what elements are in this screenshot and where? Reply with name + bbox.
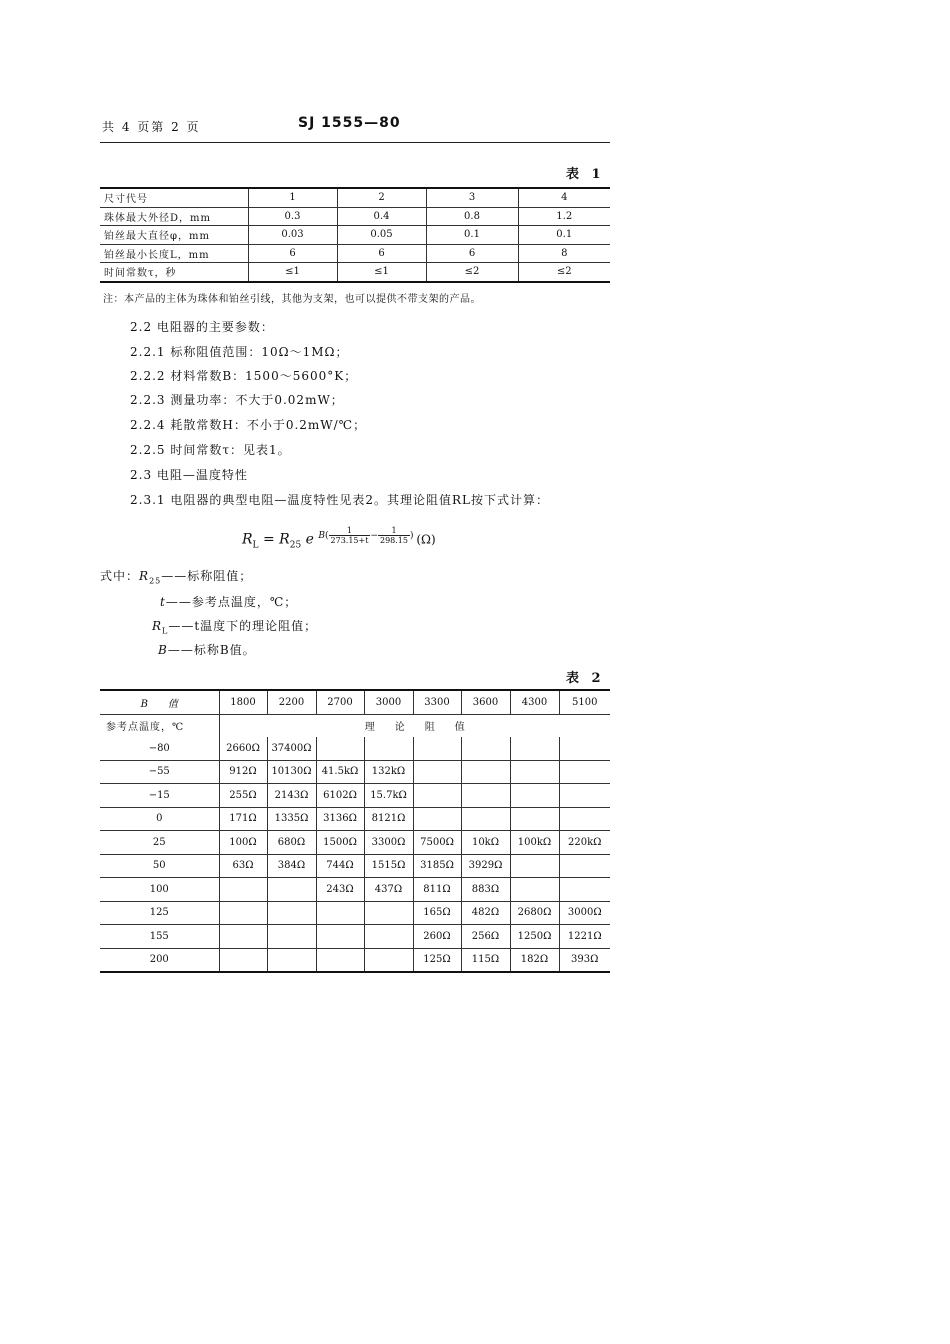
resistance-cell (267, 901, 316, 925)
table-cell: 3 (426, 188, 518, 207)
resistance-cell (219, 948, 267, 972)
table2-caption: 表 2 (566, 671, 605, 686)
table-row (100, 226, 610, 245)
standard-number: SJ 1555—80 (298, 115, 401, 131)
resistance-formula: $R_L = R_{25}$ e $^{B( \frac{1}{273.15+t} - \frac{1}{298.15} )}$ (Ω) (242, 526, 436, 551)
table-row (100, 901, 610, 925)
table-cell: 6 (248, 244, 337, 263)
resistance-cell: 3185Ω (413, 854, 461, 878)
resistance-cell: 10kΩ (461, 831, 510, 855)
table-row (100, 760, 610, 784)
table-cell: 3000 (364, 690, 413, 714)
resistance-cell (316, 737, 364, 760)
formula-b-exp: B (318, 531, 325, 541)
resistance-cell: 100kΩ (510, 831, 559, 855)
formula-e: e (305, 531, 314, 548)
resistance-cell (219, 901, 267, 925)
resistance-cell (559, 807, 610, 831)
resistance-cell: 100Ω (219, 831, 267, 855)
table-cell: ≤2 (426, 263, 518, 282)
legend-b-line (158, 641, 256, 658)
table-cell: ≤1 (248, 263, 337, 282)
resistance-cell: 912Ω (219, 760, 267, 784)
resistance-cell: 7500Ω (413, 831, 461, 855)
resistance-cell: 171Ω (219, 807, 267, 831)
table-cell: 0.3 (248, 207, 337, 226)
temperature-cell: −55 (100, 760, 219, 784)
formula-frac1: $\frac{1}{273.15+t}$ (330, 526, 369, 545)
table-row (100, 784, 610, 808)
legend-intro-line (100, 567, 252, 585)
resistance-cell: 8121Ω (364, 807, 413, 831)
resistance-cell (219, 925, 267, 949)
resistance-cell (510, 878, 559, 902)
resistance-cell (316, 948, 364, 972)
resistance-cell: 260Ω (413, 925, 461, 949)
formula-lhs-sub: L (252, 540, 259, 551)
legend-t-text: ——参考点温度，℃； (165, 595, 298, 609)
table-cell: 0.05 (337, 226, 426, 245)
section-2-3: 2.3 电阻—温度特性 (130, 468, 248, 482)
resistance-cell (413, 737, 461, 760)
table-row (100, 807, 610, 831)
section-2-2-1: 2.2.1 标称阻值范围：10Ω～1MΩ； (130, 345, 349, 359)
resistance-cell: 3300Ω (364, 831, 413, 855)
resistance-cell (267, 948, 316, 972)
legend-r25-sub: 25 (149, 576, 162, 586)
resistance-cell (364, 901, 413, 925)
resistance-cell: 3929Ω (461, 854, 510, 878)
temperature-cell: 155 (100, 925, 219, 949)
temperature-cell: 125 (100, 901, 219, 925)
table1 (100, 187, 610, 283)
resistance-cell (267, 925, 316, 949)
resistance-cell: 883Ω (461, 878, 510, 902)
section-2-3-1: 2.3.1 电阻器的典型电阻—温度特性见表2。其理论阻值RL按下式计算： (130, 493, 549, 507)
resistance-cell (559, 854, 610, 878)
temperature-cell: 0 (100, 807, 219, 831)
table-cell: 8 (518, 244, 610, 263)
resistance-cell: 384Ω (267, 854, 316, 878)
resistance-cell (510, 784, 559, 808)
table-cell: 3300 (413, 690, 461, 714)
formula-unit: (Ω) (416, 532, 436, 547)
resistance-cell: 1500Ω (316, 831, 364, 855)
resistance-cell: 1335Ω (267, 807, 316, 831)
formula-minus: − (370, 531, 378, 541)
resistance-cell (461, 807, 510, 831)
table-cell: 6 (426, 244, 518, 263)
resistance-cell: 15.7kΩ (364, 784, 413, 808)
legend-t-line (160, 593, 297, 610)
temperature-cell: 50 (100, 854, 219, 878)
table2 (100, 689, 610, 973)
resistance-cell (413, 784, 461, 808)
resistance-cell (559, 760, 610, 784)
table-cell: 2700 (316, 690, 364, 714)
legend-rl-symbol: R (152, 619, 163, 633)
resistance-cell: 243Ω (316, 878, 364, 902)
resistance-cell (364, 925, 413, 949)
resistance-cell (510, 854, 559, 878)
resistance-cell (364, 948, 413, 972)
table-cell: 5100 (559, 690, 610, 714)
table-row (100, 878, 610, 902)
table-cell: 2 (337, 188, 426, 207)
section-2-2-4: 2.2.4 耗散常数H：不小于0.2mW/℃； (130, 418, 367, 432)
formula-frac2: $\frac{1}{298.15}$ (379, 526, 408, 545)
resistance-cell: 3136Ω (316, 807, 364, 831)
table-cell: 1 (248, 188, 337, 207)
formula-lhs: R (242, 531, 253, 548)
resistance-cell: 1515Ω (364, 854, 413, 878)
resistance-cell: 256Ω (461, 925, 510, 949)
table1-note: 注：本产品的主体为珠体和铂丝引线，其他为支架，也可以提供不带支架的产品。 (103, 294, 481, 305)
table-cell: 珠体最大外径D，mm (100, 207, 248, 226)
legend-rl-sub: L (162, 626, 169, 636)
table2-ref-row (100, 714, 610, 737)
table-cell: 尺寸代号 (104, 194, 148, 206)
formula-r-sub: 25 (289, 540, 302, 551)
temperature-cell: 200 (100, 948, 219, 972)
table1-header-row (100, 188, 610, 207)
resistance-cell: 41.5kΩ (316, 760, 364, 784)
resistance-cell (316, 901, 364, 925)
section-2-2: 2.2 电阻器的主要参数： (130, 320, 274, 334)
table-row (100, 831, 610, 855)
resistance-cell: 3000Ω (559, 901, 610, 925)
resistance-cell: 744Ω (316, 854, 364, 878)
resistance-cell (219, 878, 267, 902)
table-cell: 1800 (219, 690, 267, 714)
legend-b-symbol: B (158, 643, 168, 657)
table-cell: ≤1 (337, 263, 426, 282)
resistance-cell: 182Ω (510, 948, 559, 972)
table-cell: 0.1 (518, 226, 610, 245)
resistance-cell: 255Ω (219, 784, 267, 808)
table-cell: 0.8 (426, 207, 518, 226)
table1-caption: 表 1 (566, 167, 605, 182)
resistance-cell: 132kΩ (364, 760, 413, 784)
resistance-cell: 63Ω (219, 854, 267, 878)
resistance-cell (510, 737, 559, 760)
legend-r25-symbol: R (139, 569, 150, 583)
resistance-cell: 811Ω (413, 878, 461, 902)
resistance-cell: 6102Ω (316, 784, 364, 808)
legend-t-symbol: t (160, 595, 166, 609)
temperature-cell: −15 (100, 784, 219, 808)
table-cell: 铂丝最大直径φ，mm (100, 226, 248, 245)
resistance-cell: 37400Ω (267, 737, 316, 760)
table-row (100, 207, 610, 226)
table-cell: 4 (518, 188, 610, 207)
resistance-cell: 125Ω (413, 948, 461, 972)
table-row (100, 244, 610, 263)
resistance-cell (316, 925, 364, 949)
legend-rl-text: ——t温度下的理论阻值； (168, 619, 318, 633)
resistance-cell: 482Ω (461, 901, 510, 925)
table-row (100, 263, 610, 282)
resistance-cell (510, 760, 559, 784)
resistance-cell: 680Ω (267, 831, 316, 855)
table-cell: 1.2 (518, 207, 610, 226)
table-cell: 6 (337, 244, 426, 263)
table-row (100, 854, 610, 878)
table-cell: 4300 (510, 690, 559, 714)
resistance-cell (559, 878, 610, 902)
resistance-cell (461, 760, 510, 784)
legend-rl-line (152, 617, 317, 635)
theory-resistance-label: 理 论 阻 值 (219, 714, 610, 737)
page-info: 共 4 页第 2 页 (102, 120, 201, 134)
table-cell: 2200 (267, 690, 316, 714)
resistance-cell: 1250Ω (510, 925, 559, 949)
resistance-cell: 220kΩ (559, 831, 610, 855)
header-divider (100, 142, 610, 143)
resistance-cell: 2143Ω (267, 784, 316, 808)
formula-eq: = R (262, 531, 290, 548)
table-cell: 0.03 (248, 226, 337, 245)
resistance-cell: 115Ω (461, 948, 510, 972)
temperature-cell: 100 (100, 878, 219, 902)
temperature-cell: 25 (100, 831, 219, 855)
resistance-cell: 2680Ω (510, 901, 559, 925)
table-row (100, 925, 610, 949)
resistance-cell (559, 737, 610, 760)
legend-r25-text: ——标称阻值； (161, 569, 253, 583)
table-cell: 时间常数τ，秒 (100, 263, 248, 282)
resistance-cell (413, 807, 461, 831)
temperature-cell: −80 (148, 742, 170, 754)
table-row (100, 737, 610, 760)
resistance-cell (364, 737, 413, 760)
resistance-cell (267, 878, 316, 902)
table-cell: ≤2 (518, 263, 610, 282)
resistance-cell: 437Ω (364, 878, 413, 902)
resistance-cell (413, 760, 461, 784)
ref-temp-label: 参考点温度，℃ (100, 714, 219, 737)
table-cell: 0.4 (337, 207, 426, 226)
resistance-cell: 1221Ω (559, 925, 610, 949)
legend-intro: 式中： (100, 569, 140, 583)
table-cell: 铂丝最小长度L，mm (100, 244, 248, 263)
legend-b-text: ——标称B值。 (167, 643, 256, 657)
resistance-cell (461, 784, 510, 808)
resistance-cell: 393Ω (559, 948, 610, 972)
table-row (100, 948, 610, 972)
section-2-2-5: 2.2.5 时间常数τ：见表1。 (130, 443, 291, 457)
resistance-cell: 2660Ω (219, 737, 267, 760)
table2-b-row (100, 690, 610, 714)
section-2-2-3: 2.2.3 测量功率：不大于0.02mW； (130, 393, 344, 407)
b-value-label: B 值 (140, 698, 178, 710)
resistance-cell: 10130Ω (267, 760, 316, 784)
section-2-2-2: 2.2.2 材料常数B：1500～5600°K； (130, 369, 358, 383)
resistance-cell (559, 784, 610, 808)
resistance-cell (510, 807, 559, 831)
table-cell: 3600 (461, 690, 510, 714)
resistance-cell: 165Ω (413, 901, 461, 925)
table-cell: 0.1 (426, 226, 518, 245)
resistance-cell (461, 737, 510, 760)
